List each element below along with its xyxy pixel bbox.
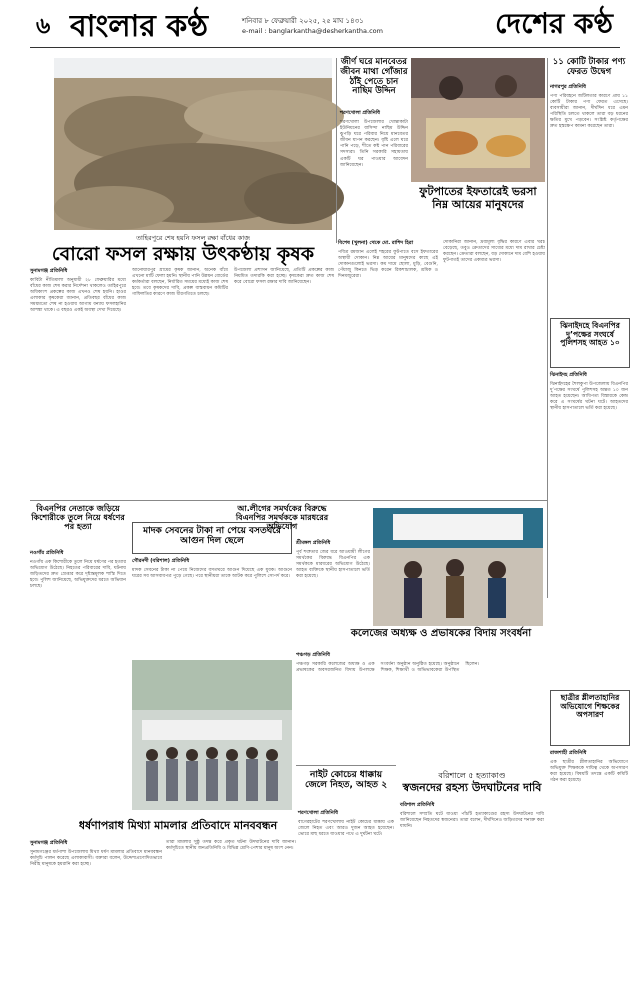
kishori-byline: নওগাঁর প্রতিনিধি (30, 550, 64, 556)
ifter-market-photo (411, 58, 545, 182)
col4-body-wrap (340, 110, 408, 240)
dharsan-col1 (30, 840, 162, 980)
right-story1-headline: ১১ কোটি টাকার পণ্য ফেরত উদ্বেগ (552, 57, 626, 77)
ifter-byline: বিশেষ (খুলনা) থেকে মো. রাশিদ হিরা (338, 240, 414, 246)
right-story1-wrap (550, 84, 628, 314)
contact-line: e-mail : banglarkantha@desherkantha.com (242, 27, 383, 35)
masthead (0, 0, 640, 56)
dharsan-body-col2: তারা মামলার সুষ্ঠু তদন্ত করে প্রকৃত ঘটনা উদঘাটনের দাবি জানান। কর্মসূচিতে স্থানীয় জনপ্রতিনিধি ও বিভিন্ন শ্রেণি-পেশার মানুষ অংশ নেন। (166, 840, 298, 852)
right-story3-body: এক ছাত্রীর শ্লীলতাহানির অভিযোগে অভিযুক্ত শিক্ষককে দায়িত্ব থেকে অপসারণ করা হয়েছে। বিষয়টি তদন্তে একটি কমিটি গঠন করা হয়েছে। (550, 760, 630, 784)
ifter-body-col2: দোকানিরা জানান, দ্রব্যমূল্য বৃদ্ধির কারণে এবার খরচ বেড়েছে, তবুও ক্রেতাদের সাধ্যের মধ্যে দাম রাখার চেষ্টা করছেন। ক্রেতারা বলছেন, বড় দোকানে দাম বেশি হওয়ায় ফুটপাতই তাদের একমাত্র ভরসা। (443, 240, 547, 264)
madok-body: মাদক সেবনের টাকা না পেয়ে নিজেদের বসতঘরে আগুন দিয়েছে এক যুবক। আগুনে ঘরের সব আসবাবপত্র পুড়ে গেছে। পরে স্থানীয়রা তাকে আটক করে পুলিশে সোপর্দ করে। (132, 568, 294, 580)
lead-col1 (30, 268, 126, 498)
nadi-body: বাগেরহাটের শরণখোলায় নাইট কোচের ধাক্কায় এক জেলে নিহত এবং আরও দুজন আহত হয়েছেন। ভোরে মাছ ধরতে যাওয়ার পথে এ দুর্ঘটনা ঘটে। (298, 820, 396, 838)
page-number: ৬ (36, 14, 51, 39)
lead-body-col3: উপজেলা প্রশাসন জানিয়েছে, প্রতিটি প্রকল্পের কাজ নিয়মিত তদারকি করা হচ্ছে। কৃষকেরা দ্রুত কাজ শেষ করে বোরো ফসল রক্ষার দাবি জানিয়েছেন। (234, 268, 336, 286)
divider (336, 58, 337, 243)
right-story3-wrap (550, 750, 628, 980)
right-story2-byline: ঝিনাইদহ প্রতিনিধি (550, 372, 587, 378)
ifter-headline: ফুটপাতের ইফতারেই ভরসা নিম্ন আয়ের মানুষদের (419, 185, 537, 211)
right-story1-body: পণ্য পরিবহনে জটিলতার কারণে প্রায় ১১ কোটি টাকার পণ্য ফেরত এসেছে। ব্যবসায়ীরা জানান, দীর্ঘদিন ধরে এমন পরিস্থিতি চলতে থাকলে তারা বড় ধরনের ক্ষতির মুখে পড়বেন। সংশ্লিষ্ট কর্তৃপক্ষের দ্রুত হস্তক্ষেপ কামনা করেছেন তারা। (550, 94, 630, 130)
kishori-body: নওগাঁয় এক কিশোরীকে তুলে নিয়ে ধর্ষণের পর হত্যার অভিযোগ উঠেছে। নিহতের পরিবারের দাবি, ঘটনায় জড়িতদের দ্রুত গ্রেপ্তার করে দৃষ্টান্তমূলক শাস্তি দিতে হবে। পুলিশ জানিয়েছে, অভিযুক্তদের ধরতে অভিযান চলছে। (30, 560, 128, 590)
dharsan-body-col1: সুনামগঞ্জের ধর্মপাশা উপজেলায় মিথ্যা ধর্ষণ মামলার প্রতিবাদে মানববন্ধন কর্মসূচি পালন করেছে এলাকাবাসী। বক্তারা বলেন, উদ্দেশ্যপ্রণোদিতভাবে নিরীহ মানুষকে হয়রানি করা হচ্ছে। (30, 850, 164, 868)
ifter-body-col1: পবিত্র রমজান এলেই শহরের ফুটপাতে বসে ইফতারের অস্থায়ী দোকান। নিম্ন আয়ের মানুষদের কাছে এই দোকানগুলোই ভরসা। কম দামে ছোলা, মুড়ি, বেগুনি, পেঁয়াজু কিনতে ভিড় করেন রিকশাচালক, শ্রমিক ও দিনমজুরেরা। (338, 250, 440, 280)
embankment-photo (54, 58, 332, 230)
awami-byline: শ্রীমঙ্গল প্রতিনিধি (296, 540, 331, 546)
dharsan-photo (132, 660, 292, 810)
date-line: শনিবার ৮ ফেব্রুয়ারী ২০২৫, ২৫ মাঘ ১৪৩১ (242, 17, 364, 25)
lead-body-col2: আনোয়ারপুর গ্রামের কৃষক জানান, অনেক বাঁধে এখনো মাটি ফেলা হয়নি। স্থানীয় পানি উন্নয়ন বোর্ডের কর্মকর্তারা বলছেন, নির্ধারিত সময়ের মধ্যেই কাজ শেষ হবে। তবে কৃষকদের দাবি, প্রকল্প বাস্তবায়ন কমিটির গাফিলতির কারণে কাজ ধীরগতিতে চলছে। (132, 268, 230, 298)
col4-body: শরণখোলা উপজেলার খোন্তাকাটা ইউনিয়নের বাসিন্দা নাছিম উদ্দিন ঝুপড়ি ঘরে পরিবার নিয়ে মানবেতর জীবন যাপন করছেন। বৃষ্টি এলে ঘরে পানি পড়ে, শীতে কষ্ট পান পরিবারের সদস্যরা। তিনি সরকারি সহায়তায় একটি ঘর পাওয়ার আবেদন জানিয়েছেন। (340, 120, 410, 168)
divider (296, 765, 396, 766)
dharsan-headline: ধর্ষণাপরাধ মিথ্যা মামলার প্রতিবাদে মানববন্ধন (78, 819, 278, 832)
right-story2-body: ঝিনাইদহের শৈলকুপা উপজেলায় বিএনপির দু’পক্ষের সংঘর্ষে পুলিশসহ অন্তত ১০ জন আহত হয়েছেন। আধিপত্য বিস্তারকে কেন্দ্র করে এ সংঘর্ষের ঘটনা ঘটে। আহতদের স্থানীয় হাসপাতালে ভর্তি করা হয়েছে। (550, 382, 630, 412)
col4-headline: জীর্ণ ঘরে মানবেতর জীবন মাথা গোঁজার ঠাঁই পেতে চান নাছিম উদ্দিন (340, 57, 408, 97)
right-story2-wrap (550, 372, 628, 602)
right-story3-byline: রাজশাহী প্রতিনিধি (550, 750, 587, 756)
right-story2-box (550, 318, 630, 368)
right-story2-headline: ঝিনাইদহে বিএনপির দু’পক্ষের সংঘর্ষে পুলিশসহ আহত ১০ (560, 321, 620, 348)
madok-byline: গৌরনদী (বরিশাল) প্রতিনিধি (132, 558, 190, 564)
college-photo (373, 508, 543, 626)
college-body: পঞ্চগড় সরকারি কলেজের অধ্যক্ষ ও এক প্রভাষকের অবসরজনিত বিদায় উপলক্ষে সংবর্ধনা অনুষ্ঠান অনুষ্ঠিত হয়েছে। অনুষ্ঠানে শিক্ষক, শিক্ষার্থী ও অভিভাবকেরা উপস্থিত ছিলেন। (296, 662, 480, 674)
right-story3-headline: ছাত্রীর শ্লীলতাহানির অভিযোগে শিক্ষকের অপসারণ (560, 693, 620, 720)
dharsan-col2 (166, 840, 296, 980)
lead-body-col1: কাবিটা নীতিমালা অনুযায়ী ২৮ ফেব্রুয়ারির মধ্যে বাঁধের কাজ শেষ করার নির্দেশনা থাকলেও তাহিরপুরে অধিকাংশ প্রকল্পের কাজ এখনও শেষ হয়নি। হাওর এলাকার কৃষকেরা জানান, প্রতিবছর বাঁধের কাজ সময়মতো শেষ না হওয়ায় আগাম বন্যায় ফসলহানির আশঙ্কা থাকে। এ বছরও একই অবস্থা দেখা দিয়েছে। (30, 278, 128, 314)
college-byline: পঞ্চগড় প্রতিনিধি (296, 652, 330, 658)
dharsan-byline: সুনামগঞ্জ প্রতিনিধি (30, 840, 68, 846)
madok-headline: মাদক সেবনের টাকা না পেয়ে বসতঘরে আগুন দিল ছেলে (143, 526, 281, 547)
borishal-wrap (400, 802, 544, 980)
farewell-ceremony-photo (373, 508, 543, 626)
nadi-byline: শরণখোলা প্রতিনিধি (298, 810, 338, 816)
college-headline: কলেজের অধ্যক্ষ ও প্রভাষকের বিদায় সংবর্ধনা (350, 628, 532, 639)
right-story1-byline: নাগরপুর প্রতিনিধি (550, 84, 586, 90)
borishal-kicker: বরিশালে ৫ হত্যাকাণ্ড (438, 771, 506, 780)
ifter-photo (411, 58, 545, 182)
human-chain-photo (132, 660, 292, 810)
lead-photo-caption: তাহিরপুরে শেষ হয়নি ফসল রক্ষা বাঁধের কাজ (136, 234, 250, 242)
borishal-body: বরিশালে সম্প্রতি ঘটে যাওয়া পাঁচটি হত্যাকাণ্ডের রহস্য উদঘাটনের দাবি জানিয়েছেন নিহতদের স্বজনেরা। তারা বলেন, দীর্ঘদিনেও জড়িতদের শনাক্ত করা যায়নি। (400, 812, 546, 830)
masthead-rule (30, 47, 620, 48)
lead-headline: বোরো ফসল রক্ষায় উৎকণ্ঠায় কৃষক (51, 243, 315, 265)
awami-headline: আ.লীগের সমর্থকের বিরুদ্ধে বিএনপির সমর্থককে মারধরের অভিযোগ (235, 504, 329, 532)
lead-photo (54, 58, 332, 230)
col4-byline: শরণখোলা প্রতিনিধি (340, 110, 380, 116)
ifter-col2 (443, 240, 545, 498)
lead-byline: সুনামগঞ্জ প্রতিনিধি (30, 268, 68, 274)
kishori-headline: বিএনপির নেতাকে জড়িয়ে কিশোরীকে তুলে নিয়ে ধর্ষণের পর হত্যা (31, 504, 125, 532)
paper-name: বাংলার কণ্ঠ (70, 9, 209, 44)
borishal-byline: বরিশাল প্রতিনিধি (400, 802, 435, 808)
kishori-wrap (30, 550, 126, 830)
lead-col3 (234, 268, 334, 498)
nadi-wrap (298, 810, 394, 980)
nadi-headline: নাইট কোচের ধাক্কায় জেলে নিহত, আহত ২ (304, 770, 388, 791)
divider (30, 500, 547, 501)
borishal-headline: স্বজনদের রহস্য উদঘাটনের দাবি (402, 781, 542, 794)
ifter-col1 (338, 240, 438, 498)
college-wrap (296, 652, 544, 762)
lead-col2 (132, 268, 228, 498)
madok-wrap (132, 558, 292, 648)
section-title: দেশের কণ্ঠ (495, 7, 614, 40)
divider (547, 58, 548, 598)
awami-body: পূর্ব শত্রুতার জের ধরে আওয়ামী লীগের সমর্থকের বিরুদ্ধে বিএনপির এক সমর্থককে মারধরের অভিযোগ উঠেছে। আহত ব্যক্তিকে স্থানীয় হাসপাতালে ভর্তি করা হয়েছে। (296, 550, 372, 580)
right-story3-box (550, 690, 630, 746)
